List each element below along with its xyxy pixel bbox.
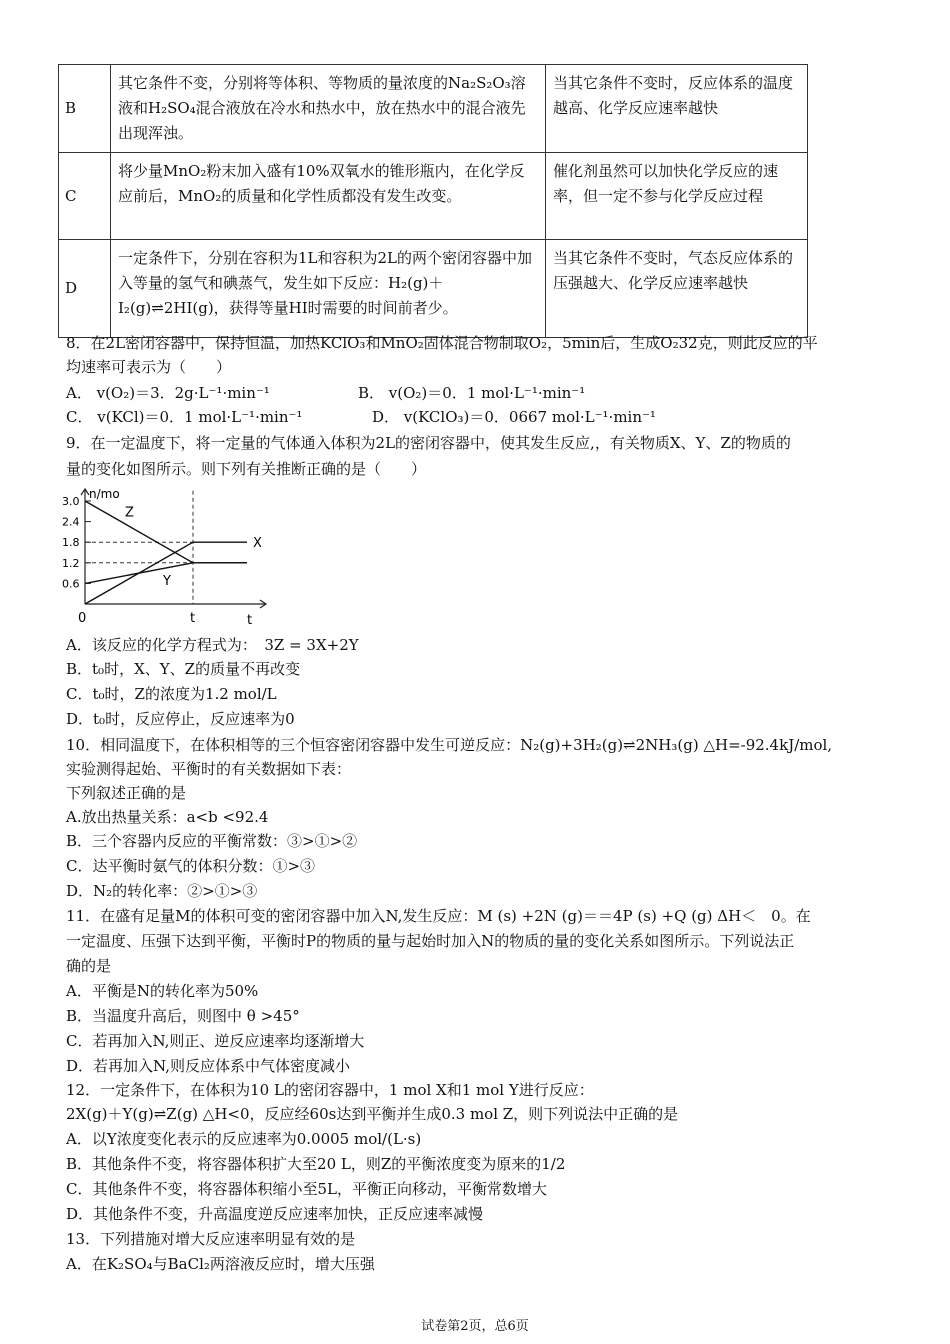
x-axis-label: t bbox=[247, 613, 253, 628]
q12-stem: 12．一定条件下，在体积为10 L的密闭容器中，1 mol X和1 mol Y进行反应： bbox=[66, 1081, 594, 1099]
q11-stem: 一定温度、压强下达到平衡，平衡时P的物质的量与起始时加入N的物质的量的变化关系如图所示。下列说法正 bbox=[66, 932, 795, 950]
row-description: 将少量MnO₂粉末加入盛有10%双氧水的锥形瓶内，在化学反应前后，MnO₂的质量和化学性质都没有发生改变。 bbox=[111, 153, 546, 240]
x-tick-label: 0 bbox=[78, 611, 87, 626]
y-tick-label: 2.4 bbox=[62, 515, 80, 529]
q9-stem: 9．在一定温度下，将一定量的气体通入体积为2L的密闭容器中，使其发生反应,，有关物质X、Y、Z的物质的 bbox=[66, 434, 791, 452]
row-label: C bbox=[59, 153, 111, 240]
chart-labels bbox=[62, 487, 262, 628]
row-conclusion: 催化剂虽然可以加快化学反应的速率，但一定不参与化学反应过程 bbox=[546, 153, 808, 240]
q11-stem: 11．在盛有足量M的体积可变的密闭容器中加入N,发生反应：M (s) +2N (g)＝＝4P (s) +Q (g) ΔH＜ 0。在 bbox=[66, 907, 811, 925]
row-conclusion: 当其它条件不变时，气态反应体系的压强越大、化学反应速率越快 bbox=[546, 240, 808, 338]
y-tick-label: 1.8 bbox=[62, 536, 80, 550]
y-axis-label: n/mo bbox=[89, 487, 120, 501]
q9-option-c: C．t₀时，Z的浓度为1.2 mol/L bbox=[66, 685, 277, 703]
series-z-label: Z bbox=[125, 505, 134, 521]
q9-option-d: D．t₀时，反应停止，反应速率为0 bbox=[66, 710, 295, 728]
q11-stem: 确的是 bbox=[66, 957, 112, 975]
q13-stem: 13．下列措施对增大反应速率明显有效的是 bbox=[66, 1230, 356, 1248]
q10-option-a: A.放出热量关系：a<b <92.4 bbox=[66, 808, 269, 826]
table-row bbox=[59, 153, 808, 240]
q10-stem: 下列叙述正确的是 bbox=[66, 784, 187, 802]
series-z-line bbox=[85, 501, 247, 563]
q8-option-c: C． v(KCl)＝0．1 mol·L⁻¹·min⁻¹ bbox=[66, 408, 303, 426]
q12-option-b: B．其他条件不变，将容器体积扩大至20 L，则Z的平衡浓度变为原来的1/2 bbox=[66, 1155, 566, 1173]
q13-option-a: A．在K₂SO₄与BaCl₂两溶液反应时，增大压强 bbox=[66, 1255, 375, 1273]
q11-option-c: C．若再加入N,则正、逆反应速率均逐渐增大 bbox=[66, 1032, 365, 1050]
q10-stem: 实验测得起始、平衡时的有关数据如下表： bbox=[66, 760, 352, 778]
row-label: D bbox=[59, 240, 111, 338]
q12-option-d: D．其他条件不变，升高温度逆反应速率加快，正反应速率减慢 bbox=[66, 1205, 484, 1223]
q9-option-b: B．t₀时，X、Y、Z的质量不再改变 bbox=[66, 660, 301, 678]
table-row bbox=[59, 65, 808, 153]
q10-option-c: C．达平衡时氨气的体积分数：①>③ bbox=[66, 857, 316, 875]
y-tick-label: 1.2 bbox=[62, 556, 80, 570]
q8-option-d: D． v(KClO₃)＝0．0667 mol·L⁻¹·min⁻¹ bbox=[372, 408, 656, 426]
q12-option-c: C．其他条件不变，将容器体积缩小至5L，平衡正向移动，平衡常数增大 bbox=[66, 1180, 547, 1198]
q10-option-d: D．N₂的转化率：②>①>③ bbox=[66, 882, 258, 900]
row-description: 其它条件不变，分别将等体积、等物质的量浓度的Na₂S₂O₃溶液和H₂SO₄混合液放在冷水和热水中，放在热水中的混合液先出现浑浊。 bbox=[111, 65, 546, 153]
series-x-label: X bbox=[253, 536, 262, 552]
q9-stem: 量的变化如图所示。则下列有关推断正确的是（ ） bbox=[66, 460, 427, 478]
y-tick-label: 0.6 bbox=[62, 577, 80, 591]
q11-option-d: D．若再加入N,则反应体系中气体密度减小 bbox=[66, 1057, 350, 1075]
options-table bbox=[58, 64, 808, 338]
row-label: B bbox=[59, 65, 111, 153]
row-conclusion: 当其它条件不变时，反应体系的温度越高、化学反应速率越快 bbox=[546, 65, 808, 153]
q8-stem: 8．在2L密闭容器中，保持恒温，加热KClO₃和MnO₂固体混合物制取O₂，5min后，生成O₂32克，则此反应的平 bbox=[66, 334, 818, 352]
q8-stem: 均速率可表示为（ ） bbox=[66, 358, 232, 376]
q11-option-a: A．平衡是N的转化率为50% bbox=[66, 982, 259, 1000]
series-y-label: Y bbox=[163, 574, 171, 590]
table-row bbox=[59, 240, 808, 338]
y-tick-label: 3.0 bbox=[62, 495, 80, 508]
q12-stem: 2X(g)＋Y(g)⇌Z(g) △H<0，反应经60s达到平衡并生成0.3 mol Z，则下列说法中正确的是 bbox=[66, 1105, 679, 1123]
q9-option-a: A．该反应的化学方程式为： 3Z = 3X+2Y bbox=[66, 636, 359, 654]
q8-option-a: A． v(O₂)＝3．2g·L⁻¹·min⁻¹ bbox=[66, 384, 270, 402]
q10-option-b: B．三个容器内反应的平衡常数：③>①>② bbox=[66, 832, 358, 850]
page-footer: 试卷第2页，总6页 bbox=[421, 1319, 529, 1334]
series-x-line bbox=[85, 542, 247, 604]
q10-stem: 10．相同温度下，在体积相等的三个恒容密闭容器中发生可逆反应：N₂(g)+3H₂(g)⇌2NH₃(g) △H=-92.4kJ/mol, bbox=[66, 736, 833, 754]
row-description: 一定条件下，分别在容积为1L和容积为2L的两个密闭容器中加入等量的氢气和碘蒸气，发生如下反应：H₂(g)＋I₂(g)⇌2HI(g)，获得等量HI时需要的时间前者少。 bbox=[111, 240, 546, 338]
q12-option-a: A．以Y浓度变化表示的反应速率为0.0005 mol/(L·s) bbox=[66, 1130, 422, 1148]
chart-guides bbox=[85, 491, 193, 604]
x-tick-label: t bbox=[190, 611, 196, 626]
q11-option-b: B．当温度升高后，则图中 θ >45° bbox=[66, 1007, 300, 1025]
q8-option-b: B． v(O₂)＝0．1 mol·L⁻¹·min⁻¹ bbox=[358, 384, 586, 402]
mole-change-chart bbox=[60, 486, 270, 634]
